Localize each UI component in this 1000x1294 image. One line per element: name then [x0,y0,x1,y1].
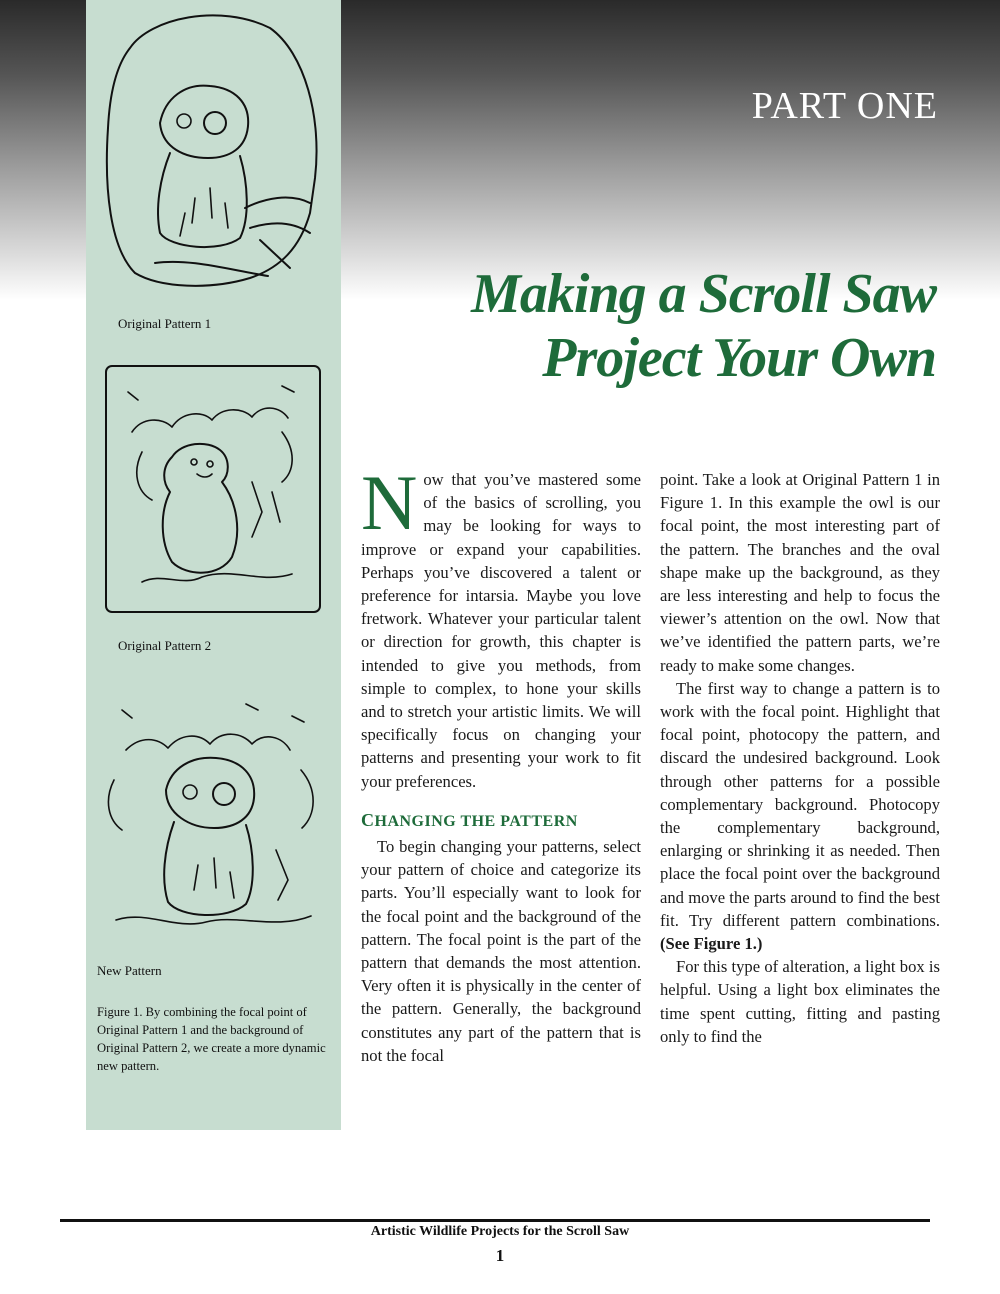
section-heading [361,809,641,833]
chapter-title-line-2: Project Your Own [542,327,936,389]
page-number: 1 [495,1246,505,1265]
pattern2-label: Original Pattern 2 [118,638,212,653]
chapter-title [316,262,936,390]
section-heading-rest: HANGING THE PATTERN [374,812,578,830]
footer-rule [60,1219,930,1222]
new-pattern-illustration [96,690,332,958]
section-heading-initial: C [361,809,375,830]
new-pattern-drawing [96,690,332,958]
changing-pattern-paragraph: To begin changing your patterns, select your pattern of choice and categorize its parts. You’ll especially want to look for the focal point and the background of the pattern. The focal point is the part of the pattern that demands the most attention. Very often it is physically in the center of the pattern. Generally, the background constitutes any part of the pattern that is not the focal [361,837,641,1065]
owl-pattern-illustration [100,8,330,304]
figure-caption [97,1003,333,1075]
figure-caption-text: By combining the focal point of Original Pattern 1 and the background of Original Pattern 2, we create a more dynamic new pattern. [97,1005,326,1073]
light-box-paragraph: For this type of alteration, a light box is helpful. Using a light box eliminates the time spent cutting, fitting and pasting only to find the [660,957,940,1046]
focal-point-paragraph: point. Take a look at Original Pattern 1 in Figure 1. In this example the owl is our focal point, the most interesting part of the pattern. The branches and the oval shape make up the background, as they are less interesting and help to focus the viewer’s attention on the owl. Now that we’ve identified the pattern parts, we’re ready to make some changes. [660,470,940,675]
figure-reference: (See Figure 1.) [660,934,763,954]
footer-book-title: Artistic Wildlife Projects for the Scroll Saw [370,1224,630,1239]
body-column-1 [361,459,641,1067]
bear-pattern-drawing [102,362,328,618]
owl-pattern-drawing [100,8,330,304]
first-way-paragraph [660,677,940,955]
intro-text: ow that you’ve mastered some of the basics of scrolling, you may be looking for ways to improve or expand your capabilities. Perhaps you’ve discovered a talent or preference for intarsia. Maybe you love fretwork. Whatever your particular talent or direction for growth, this chapter is intended to give you methods, from simple to complex, to hone your skills and to stretch your artistic limits. We will specifically focus on changing your patterns and presenting your work to fit your preferences. [361,470,641,791]
pattern1-label: Original Pattern 1 [118,316,212,331]
body-column-2 [660,468,940,1048]
bear-pattern-illustration [102,362,328,618]
first-way-text: The first way to change a pattern is to work with the focal point. Highlight that focal point, photocopy the pattern, and discard the undesired background. Look through other patterns for a possible complementary background. Photocopy the complementary background, enlarging or shrinking it as needed. Then place the focal point over the background and move the parts around to find the best fit. Try different pattern combinations. [660,678,940,930]
part-label: PART ONE [751,85,938,127]
drop-cap: N [361,459,418,546]
chapter-title-line-1: Making a Scroll Saw [471,263,936,325]
figure-caption-prefix: Figure 1. [97,1005,143,1019]
new-pattern-label: New Pattern [97,963,162,978]
intro-paragraph [361,459,641,793]
